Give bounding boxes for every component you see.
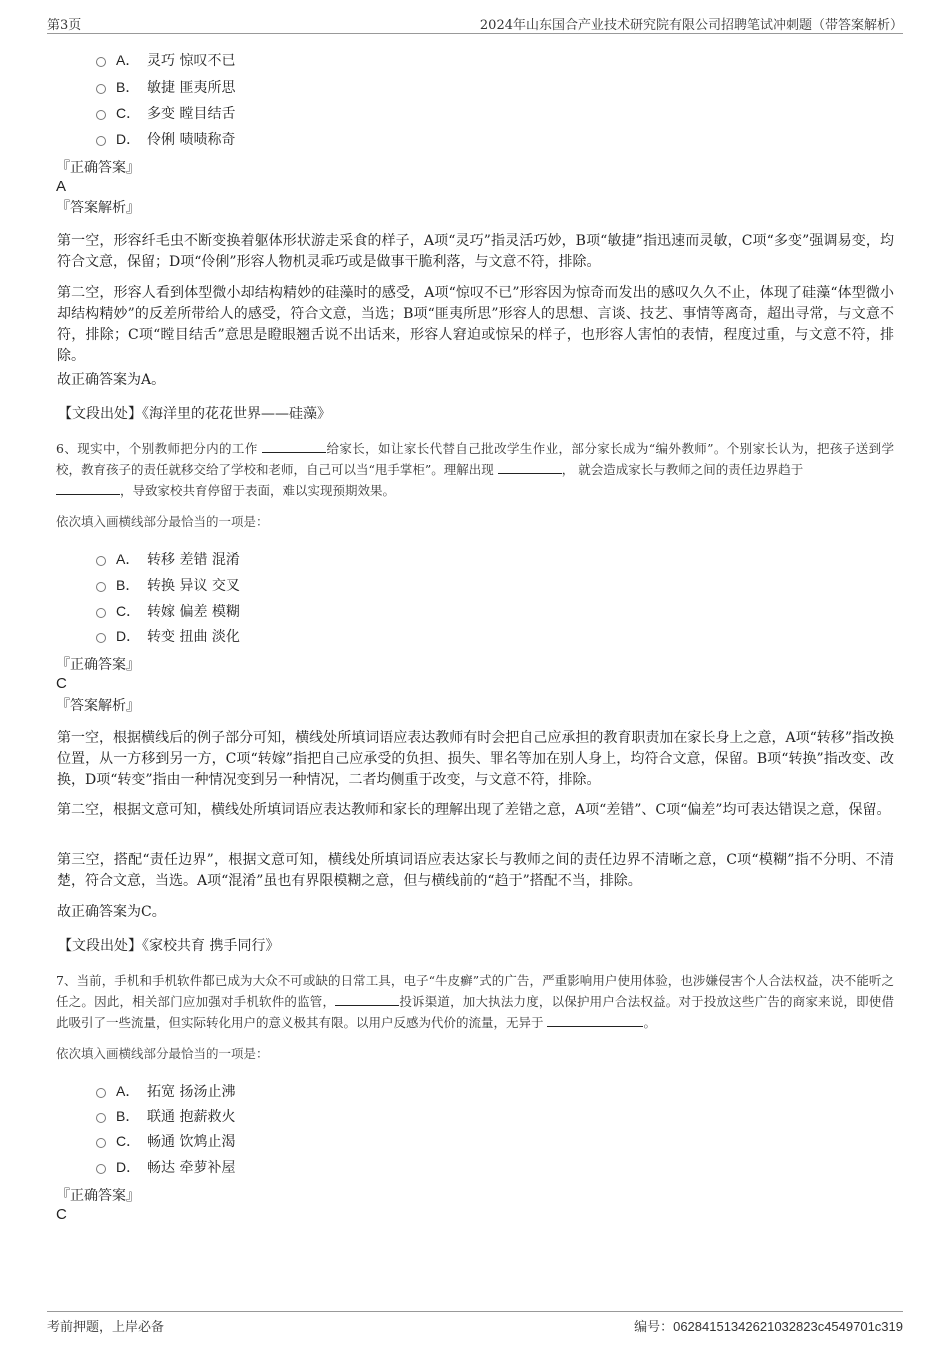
q7-option-b[interactable]: B． 联通 抱薪救火 (96, 1106, 235, 1126)
q7-prompt: 依次填入画横线部分最恰当的一项是： (56, 1046, 269, 1061)
document-code: 0628415134262103282​3c4549701c319 (673, 1319, 903, 1334)
radio-icon[interactable] (96, 1164, 106, 1174)
q6-analysis-p3: 第三空，搭配“责任边界”，根据文意可知，横线处所填词语应表达家长与教师之间的责任边界不清晰之意，C项“模糊”指不分明、不清楚，符合文意，当选。A项“混淆”虽也有界限模糊之意，但与横线前的“趋于”搭配不当，排除。 (57, 852, 894, 889)
q6-prompt: 依次填入画横线部分最恰当的一项是： (56, 514, 269, 529)
q6-option-c[interactable]: C． 转嫁 偏差 模糊 (96, 601, 240, 621)
footer-code: 编号：0628415134262103282​3c4549701c319 (634, 1319, 903, 1335)
q5-option-d[interactable]: D． 伶俐 啧啧称奇 (96, 129, 235, 149)
radio-icon[interactable] (96, 582, 106, 592)
radio-icon[interactable] (96, 608, 106, 618)
q5-answer-label: 『正确答案』 (56, 160, 140, 176)
radio-icon[interactable] (96, 57, 106, 67)
q7-stem: 7、当前，手机和手机软件都已成为大众不可或缺的日常工具，电子“牛皮癣”式的广告，严重影响用户使用体验，也涉嫌侵害个人合法权益，决不能听之任之。因此，相关部门应加强对手机软件的监管， 投诉渠道，加大执法力度，以保护用户合法权益。对于投放这些广告的商家来说，即使借此吸引了一些流量，但实际转化用户的意义极其有限。以用户反感为代价的流量，无异于 。 (56, 973, 894, 1030)
page-footer (47, 1311, 903, 1336)
q7-option-c[interactable]: C． 畅通 饮鸩止渴 (96, 1131, 235, 1151)
q5-analysis-p2: 第二空，形容人看到体型微小却结构精妙的硅藻时的感受，A项“惊叹不已”形容因为惊奇而发出的感叹久久不止，体现了硅藻“体型微小却结构精妙”的反差所带给人的感受，符合文意，当选；B项“匪夷所思”形容人的思想、言谈、技艺、事情等离奇，超出寻常，与文意不符，排除；C项“瞠目结舌”意思是瞪眼翘舌说不出话来，形容人窘迫或惊呆的样子，也形容人害怕的表情，程度过重，与文意不符，排除。 (57, 285, 894, 364)
radio-icon[interactable] (96, 556, 106, 566)
radio-icon[interactable] (96, 136, 106, 146)
q6-analysis-label: 『答案解析』 (56, 698, 140, 714)
q6-answer: C (56, 675, 67, 692)
radio-icon[interactable] (96, 1138, 106, 1148)
page-header (47, 13, 903, 34)
radio-icon[interactable] (96, 1113, 106, 1123)
page-number: 第3页 (47, 18, 82, 33)
q6-option-a[interactable]: A． 转移 差错 混淆 (96, 549, 240, 569)
q5-option-c[interactable]: C． 多变 瞠目结舌 (96, 103, 235, 123)
q6-analysis-p1: 第一空，根据横线后的例子部分可知，横线处所填词语应表达教师有时会把自己应承担的教育职责加在家长身上之意，A项“转移”指改换位置，从一方移到另一方，C项“转嫁”指把自己应承受的负担、损失、罪名等加在别人身上，均符合文意，保留。B项“转换”指改变、改换，D项“转变”指由一种情况变到另一种情况，二者均侧重于改变，与文意不符，排除。 (57, 730, 894, 788)
q6-option-b[interactable]: B． 转换 异议 交叉 (96, 575, 240, 595)
radio-icon[interactable] (96, 110, 106, 120)
q6-stem: 6、现实中，个别教师把分内的工作 给家长，如让家长代替自己批改学生作业，部分家长成为“编外教师”。个别家长认为，把孩子送到学校，教育孩子的责任就移交给了学校和老师，自己可以当“甩手掌柜”。理解出现 ， 就会造成家长与教师之间的责任边界趋于 ，导致家校共育停留于表面，难以实现预期效果。 (56, 438, 894, 501)
blank-line (56, 480, 120, 495)
q5-option-b[interactable]: B． 敏捷 匪夷所思 (96, 77, 235, 97)
footer-slogan: 考前押题，上岸必备 (47, 1320, 165, 1335)
q5-source: 【文段出处】《海洋里的花花世界——硅藻》 (58, 406, 331, 422)
q6-answer-label: 『正确答案』 (56, 657, 140, 673)
radio-icon[interactable] (96, 633, 106, 643)
blank-line (498, 459, 562, 474)
q5-analysis-p1: 第一空，形容纤毛虫不断变换着躯体形状游走采食的样子，A项“灵巧”指灵活巧妙，B项“敏捷”指迅速而灵敏，C项“多变”强调易变，均符合文意，保留；D项“伶俐”形容人物机灵乖巧或是做事干脆利落，与文意不符，排除。 (57, 233, 894, 270)
q5-option-a[interactable]: A． 灵巧 惊叹不已 (96, 50, 235, 70)
q7-option-a[interactable]: A． 拓宽 扬汤止沸 (96, 1081, 235, 1101)
q6-analysis-conclusion: 故正确答案为C。 (57, 904, 166, 920)
blank-line (547, 1012, 643, 1027)
q7-option-d[interactable]: D． 畅达 牵萝补屋 (96, 1157, 235, 1177)
q5-answer: A (56, 178, 67, 195)
q6-option-d[interactable]: D． 转变 扭曲 淡化 (96, 626, 240, 646)
document-title: 2024年山东国合产业技术研究院有限公司招聘笔试冲刺题（带答案解析） (479, 18, 903, 33)
q5-analysis-conclusion: 故正确答案为A。 (57, 372, 166, 388)
q5-analysis-label: 『答案解析』 (56, 200, 140, 216)
radio-icon[interactable] (96, 1088, 106, 1098)
q6-source: 【文段出处】《家校共育 携手同行》 (58, 938, 280, 954)
blank-line (262, 438, 326, 453)
q6-analysis-p2: 第二空，根据文意可知，横线处所填词语应表达教师和家长的理解出现了差错之意，A项“差错”、C项“偏差”均可表达错误之意，保留。 (57, 802, 891, 818)
radio-icon[interactable] (96, 84, 106, 94)
q7-answer: C (56, 1206, 67, 1223)
blank-line (335, 991, 399, 1006)
q7-answer-label: 『正确答案』 (56, 1188, 140, 1204)
